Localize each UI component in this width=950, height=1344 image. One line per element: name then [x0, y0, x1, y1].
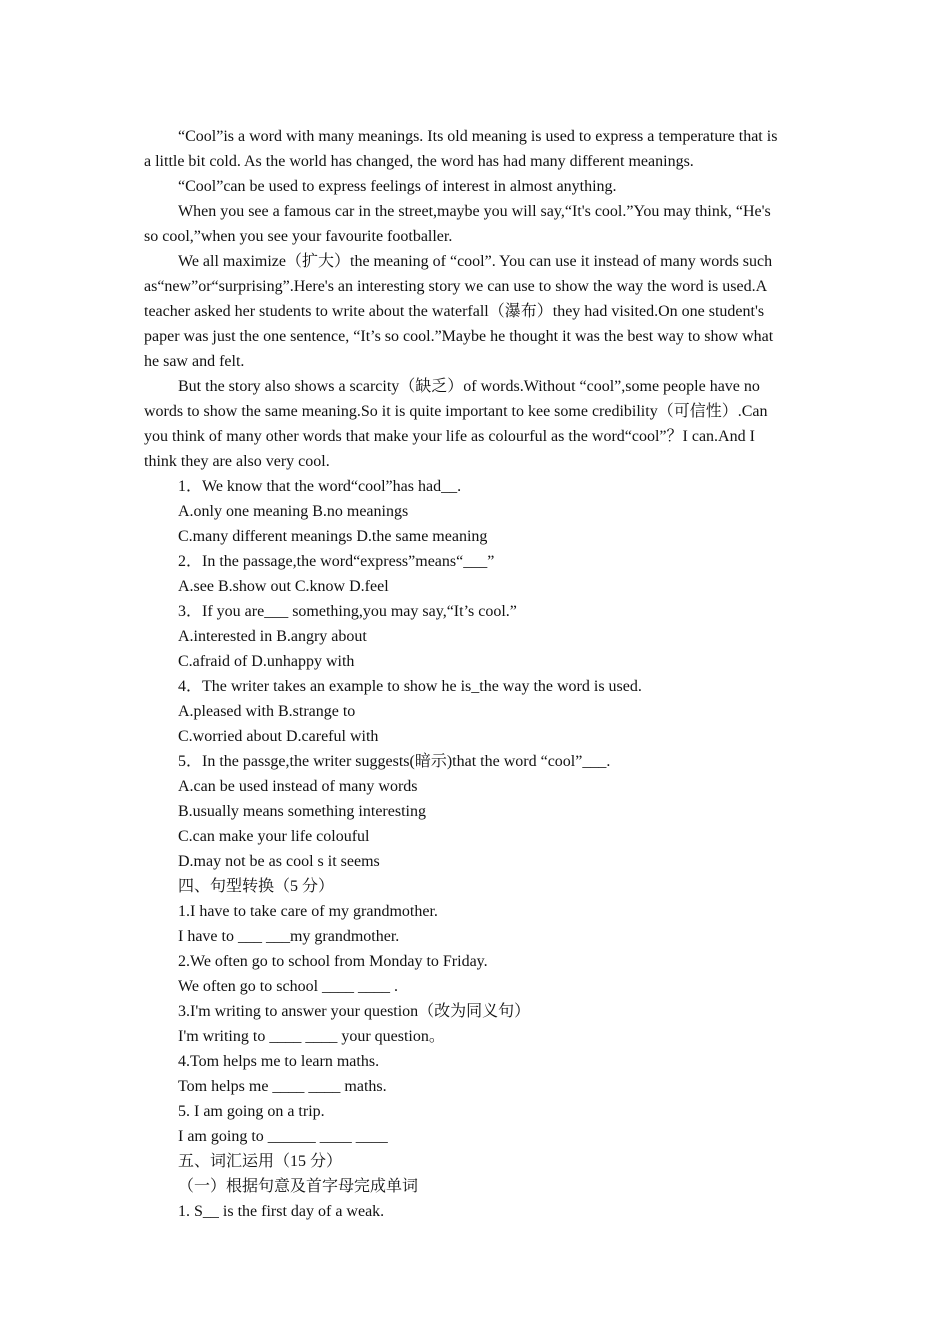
question-stem: 4．The writer takes an example to show he is_the way the word is used. [178, 678, 642, 695]
exercise-line: 2.We often go to school from Monday to Friday. [178, 953, 488, 970]
answer-options: C.worried about D.careful with [178, 728, 379, 745]
section-subheading: （一）根据句意及首字母完成单词 [178, 1178, 419, 1195]
answer-option: A.can be used instead of many words [178, 778, 418, 795]
passage-line: words to show the same meaning.So it is quite important to kee some credibility（可信性）.Can [144, 403, 768, 420]
exercise-line: 1. S__ is the first day of a weak. [178, 1203, 385, 1220]
answer-options: A.interested in B.angry about [178, 628, 367, 645]
comprehension-questions [144, 474, 808, 874]
answer-option: D.may not be as cool s it seems [178, 853, 380, 870]
passage-line: paper was just the one sentence, “It’s so cool.”Maybe he thought it was the best way to show what [144, 328, 774, 345]
answer-options: A.pleased with B.strange to [178, 703, 356, 720]
answer-option: C.can make your life colouful [178, 828, 370, 845]
document-page [144, 124, 808, 1224]
section-vocabulary [144, 1149, 808, 1224]
exercise-line: We often go to school ____ ____ . [178, 978, 399, 995]
passage-line: But the story also shows a scarcity（缺乏）of words.Without “cool”,some people have no [178, 378, 760, 395]
passage-line: as“new”or“surprising”.Here's an interesting story we can use to show the way the word is used.A [144, 278, 768, 295]
exercise-line: I am going to ______ ____ ____ [178, 1128, 388, 1145]
answer-options: C.many different meanings D.the same meaning [178, 528, 488, 545]
section-heading: 五、词汇运用（15 分） [178, 1153, 343, 1170]
question-stem: 1．We know that the word“cool”has had__. [178, 478, 462, 495]
question-stem: 2．In the passage,the word“express”means“___” [178, 553, 495, 570]
section-heading: 四、句型转换（5 分） [178, 878, 335, 895]
exercise-line: 5. I am going on a trip. [178, 1103, 325, 1120]
answer-options: A.see B.show out C.know D.feel [178, 578, 389, 595]
passage-line: so cool,”when you see your favourite footballer. [144, 228, 453, 245]
question-stem: 3．If you are___ something,you may say,“It’s cool.” [178, 603, 517, 620]
passage-line: a little bit cold. As the world has changed, the word has had many different meanings. [144, 153, 694, 170]
reading-passage [144, 124, 808, 474]
section-sentence-transformation [144, 874, 808, 1149]
passage-line: teacher asked her students to write about the waterfall（瀑布）they had visited.On one student's [144, 303, 765, 320]
answer-option: B.usually means something interesting [178, 803, 426, 820]
exercise-line: 4.Tom helps me to learn maths. [178, 1053, 380, 1070]
passage-line: he saw and felt. [144, 353, 245, 370]
exercise-line: Tom helps me ____ ____ maths. [178, 1078, 387, 1095]
passage-line: “Cool”can be used to express feelings of interest in almost anything. [178, 178, 617, 195]
exercise-line: 3.I'm writing to answer your question（改为同义句） [178, 1003, 531, 1020]
answer-options: C.afraid of D.unhappy with [178, 653, 355, 670]
passage-line: you think of many other words that make your life as colourful as the word“cool”？I can.And I [144, 428, 755, 445]
passage-line: We all maximize（扩大）the meaning of “cool”. You can use it instead of many words such [178, 253, 773, 270]
passage-line: When you see a famous car in the street,maybe you will say,“It's cool.”You may think, “He's [178, 203, 771, 220]
passage-line: think they are also very cool. [144, 453, 330, 470]
answer-options: A.only one meaning B.no meanings [178, 503, 409, 520]
exercise-line: I have to ___ ___my grandmother. [178, 928, 400, 945]
question-stem: 5．In the passge,the writer suggests(暗示)that the word “cool”___. [178, 753, 611, 770]
passage-line: “Cool”is a word with many meanings. Its old meaning is used to express a temperature that is [178, 128, 778, 145]
exercise-line: I'm writing to ____ ____ your question。 [178, 1028, 445, 1045]
exercise-line: 1.I have to take care of my grandmother. [178, 903, 438, 920]
